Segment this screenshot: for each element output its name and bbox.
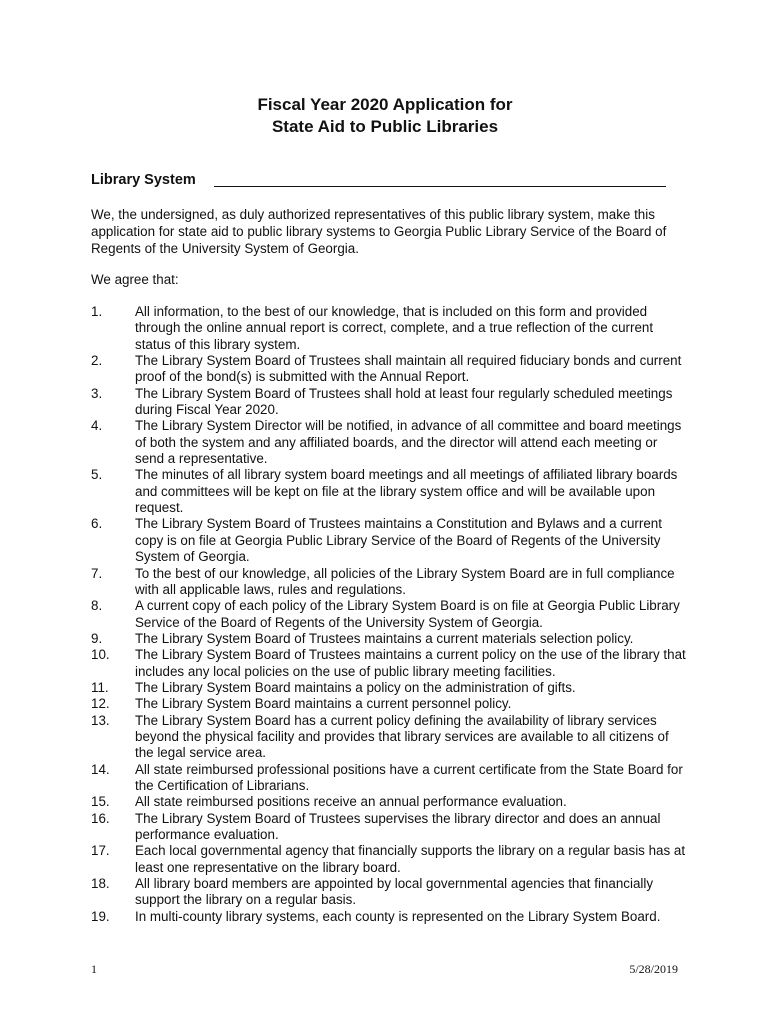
list-item (91, 876, 691, 909)
list-item-text: The Library System Board maintains a policy on the administration of gifts. (135, 679, 576, 695)
list-item-number: 14. (91, 761, 110, 777)
list-item (91, 418, 691, 467)
list-item-number: 1. (91, 304, 103, 319)
list-item-text: All information, to the best of our knowledge, that is included on this form and provided through the online annual report is correct, complete, and a true reflection of the current status of this library system. (135, 304, 654, 352)
list-item (91, 696, 691, 712)
list-item-text: Each local governmental agency that financially supports the library on a regular basis has at least one representative on the library board. (135, 843, 686, 875)
list-item-number: 18. (91, 876, 110, 892)
list-item (91, 598, 691, 631)
list-item (91, 566, 691, 599)
list-item (91, 909, 691, 925)
list-item (91, 713, 691, 762)
list-item-text: The Library System Board has a current policy defining the availability of library services beyond the physical facility and provides that library services are available to all citizens of the legal service area. (135, 712, 669, 761)
list-item-text: The Library System Board maintains a current personnel policy. (135, 696, 512, 712)
list-item-text: All library board members are appointed by local governmental agencies that financially support the library on a regular basis. (135, 876, 654, 908)
list-item-text: The Library System Board of Trustees supervises the library director and does an annual performance evaluation. (135, 810, 661, 842)
library-system-label: Library System (91, 172, 196, 188)
list-item (91, 843, 691, 876)
list-item-text: The Library System Director will be notified, in advance of all committee and board meetings of both the system and any affiliated boards, and the director will attend each meeting or send a representative. (135, 418, 682, 467)
list-item-text: To the best of our knowledge, all policies of the Library System Board are in full compliance with all applicable laws, rules and regulations. (135, 565, 675, 597)
list-item-text: The Library System Board of Trustees maintains a current materials selection policy. (135, 630, 634, 646)
list-item-text: All state reimbursed positions receive an annual performance evaluation. (135, 794, 567, 810)
intro-paragraph: We, the undersigned, as duly authorized representatives of this public library system, make this application for state aid to public library systems to Georgia Public Library Service of the Board of Regents of the University System of Georgia. (91, 207, 667, 256)
title-line-1: Fiscal Year 2020 Application for (257, 95, 513, 114)
list-item (91, 631, 691, 647)
list-item-number: 12. (91, 696, 110, 712)
list-item-number: 19. (91, 908, 110, 924)
list-item-number: 8. (91, 598, 103, 614)
list-item-number: 16. (91, 810, 110, 826)
list-item-number: 3. (91, 385, 103, 401)
page-number: 1 (91, 962, 97, 976)
list-item-number: 6. (91, 516, 103, 532)
library-system-field[interactable] (214, 186, 666, 187)
list-item (91, 680, 691, 696)
list-item (91, 647, 691, 680)
list-item-number: 2. (91, 353, 103, 369)
list-item (91, 304, 691, 353)
list-item-number: 5. (91, 467, 103, 483)
list-item-number: 13. (91, 712, 110, 728)
list-item-text: The minutes of all library system board meetings and all meetings of affiliated library boards and committees will be kept on file at the library system office and will be available upon request. (135, 467, 678, 516)
list-item-text: The Library System Board of Trustees shall hold at least four regularly scheduled meetings during Fiscal Year 2020. (135, 385, 673, 418)
list-item-number: 9. (91, 630, 103, 646)
agree-statement: We agree that: (91, 272, 179, 287)
list-item-text: A current copy of each policy of the Library System Board is on file at Georgia Public Library Service of the Board of Regents of the University System of Georgia. (135, 598, 680, 630)
list-item-text: All state reimbursed professional positions have a current certificate from the State Board for the Certification of Librarians. (135, 761, 683, 793)
list-item-number: 17. (91, 843, 110, 859)
list-item (91, 811, 691, 844)
footer-date: 5/28/2019 (629, 962, 678, 976)
document-title (0, 94, 770, 138)
list-item-number: 10. (91, 647, 110, 663)
list-item-text: The Library System Board of Trustees maintains a Constitution and Bylaws and a current copy is on file at Georgia Public Library Service of the Board of Regents of the University System of Georgia. (135, 516, 662, 565)
list-item-number: 4. (91, 418, 103, 434)
list-item-text: The Library System Board of Trustees maintains a current policy on the use of the library that includes any local policies on the use of public library meeting facilities. (135, 647, 686, 679)
list-item (91, 516, 691, 565)
list-item-text: In multi-county library systems, each county is represented on the Library System Board. (135, 908, 661, 924)
list-item (91, 762, 691, 795)
list-item (91, 467, 691, 516)
list-item-number: 7. (91, 565, 103, 581)
list-item-number: 11. (91, 679, 109, 695)
list-item (91, 386, 691, 419)
agreement-list (91, 304, 691, 925)
list-item (91, 353, 691, 386)
title-line-2: State Aid to Public Libraries (271, 117, 499, 136)
list-item-text: The Library System Board of Trustees shall maintain all required fiduciary bonds and current proof of the bond(s) is submitted with the Annual Report. (135, 353, 682, 385)
list-item-number: 15. (91, 794, 110, 810)
list-item (91, 794, 691, 810)
